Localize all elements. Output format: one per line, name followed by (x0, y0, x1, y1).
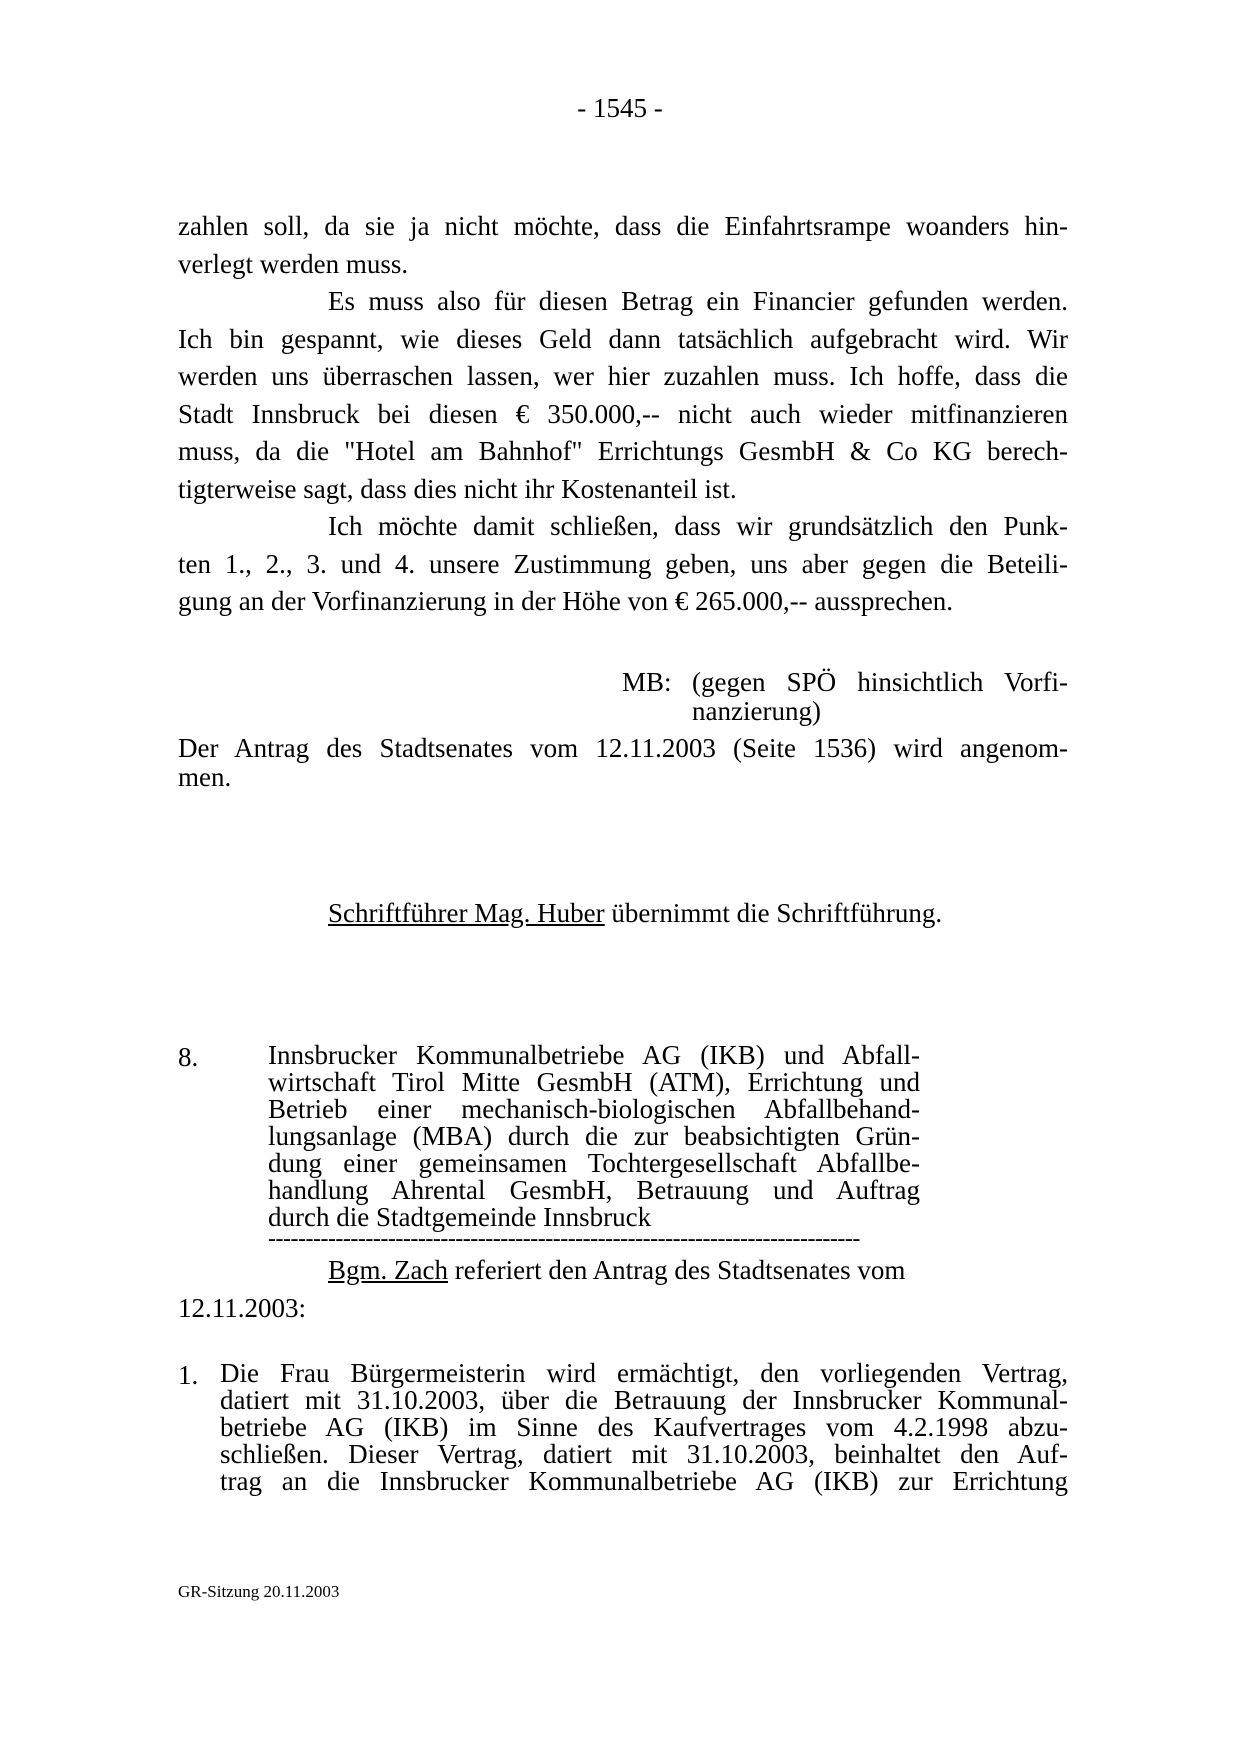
text-line: (gegen SPÖ hinsichtlich Vorfi- (692, 667, 1068, 697)
secretary-note (328, 898, 942, 929)
text-line: Innsbrucker Kommunalbetriebe AG (IKB) und Abfall- (268, 1040, 920, 1070)
text-line: nanzierung) (692, 696, 821, 726)
referent-text: referiert den Antrag des Stadtsenates vom (447, 1255, 906, 1285)
text-line: muss, da die "Hotel am Bahnhof" Errichtungs GesmbH & Co KG berech- (178, 436, 1068, 466)
text-line: schließen. Dieser Vertrag, datiert mit 31.10.2003, beinhaltet den Auf- (220, 1439, 1068, 1469)
text-line: trag an die Innsbrucker Kommunalbetriebe AG (IKB) zur Errichtung (220, 1466, 1068, 1496)
text-line: Die Frau Bürgermeisterin wird ermächtigt, den vorliegenden Vertrag, (220, 1358, 1068, 1388)
text-line: Betrieb einer mechanisch-biologischen Abfallbehand- (268, 1094, 920, 1124)
text-line: tigterweise sagt, dass dies nicht ihr Kostenanteil ist. (178, 473, 737, 504)
text-line: durch die Stadtgemeinde Innsbruck (268, 1202, 652, 1232)
text-line: wirtschaft Tirol Mitte GesmbH (ATM), Errichtung und (268, 1067, 920, 1097)
text-line: betriebe AG (IKB) im Sinne des Kaufvertrages vom 4.2.1998 abzu- (220, 1412, 1068, 1442)
text-line: ten 1., 2., 3. und 4. unsere Zustimmung geben, uns aber gegen die Beteili- (178, 548, 1068, 579)
footer-session: GR-Sitzung 20.11.2003 (178, 1582, 340, 1601)
secretary-text: übernimmt die Schriftführung. (604, 898, 943, 928)
vote-note (622, 668, 1068, 728)
list-item-number: 1. (178, 1360, 199, 1390)
text-line: werden uns überraschen lassen, wer hier zuzahlen muss. Ich hoffe, dass die (178, 361, 1068, 391)
text-line: lungsanlage (MBA) durch die zur beabsichtigten Grün- (268, 1121, 920, 1151)
text-line: verlegt werden muss. (178, 248, 409, 279)
vote-text (692, 668, 1068, 726)
text-line: datiert mit 31.10.2003, über die Betrauung der Innsbrucker Kommunal- (220, 1385, 1068, 1415)
referent-line (328, 1255, 905, 1286)
text-line: Ich bin gespannt, wie dieses Geld dann tatsächlich aufgebracht wird. Wir (178, 323, 1068, 354)
paragraph-financier (178, 283, 1068, 508)
paragraph-continuation (178, 208, 1068, 283)
text-line: handlung Ahrental GesmbH, Betrauung und Auftrag (268, 1175, 920, 1205)
referent-name: Bgm. Zach (328, 1255, 448, 1285)
referent-date: 12.11.2003: (178, 1293, 306, 1323)
paragraph-conclusion (178, 508, 1068, 621)
separator-line: ------------------------------------------------------------------------------- (268, 1226, 860, 1252)
secretary-name: Schriftführer Mag. Huber (328, 898, 605, 928)
decision-text (178, 734, 1068, 792)
page-number: - 1545 - (577, 93, 663, 123)
vote-label: MB: (622, 667, 672, 697)
agenda-item-number: 8. (178, 1042, 199, 1072)
list-item-text (220, 1360, 1068, 1495)
text-line: Der Antrag des Stadtsenates vom 12.11.2003 (Seite 1536) wird angenom- (178, 733, 1068, 763)
text-line: Stadt Innsbruck bei diesen € 350.000,-- nicht auch wieder mitfinanzieren (178, 398, 1068, 429)
text-line: dung einer gemeinsamen Tochtergesellschaft Abfallbe- (268, 1148, 920, 1178)
text-line: Es muss also für diesen Betrag ein Financier gefunden werden. (328, 286, 1068, 316)
text-line: zahlen soll, da sie ja nicht möchte, dass die Einfahrtsrampe woanders hin- (178, 211, 1068, 241)
agenda-item-title (268, 1042, 920, 1231)
text-line: Ich möchte damit schließen, dass wir grundsätzlich den Punk- (328, 511, 1068, 541)
text-line: men. (178, 762, 232, 792)
text-line: gung an der Vorfinanzierung in der Höhe von € 265.000,-- aussprechen. (178, 586, 954, 616)
